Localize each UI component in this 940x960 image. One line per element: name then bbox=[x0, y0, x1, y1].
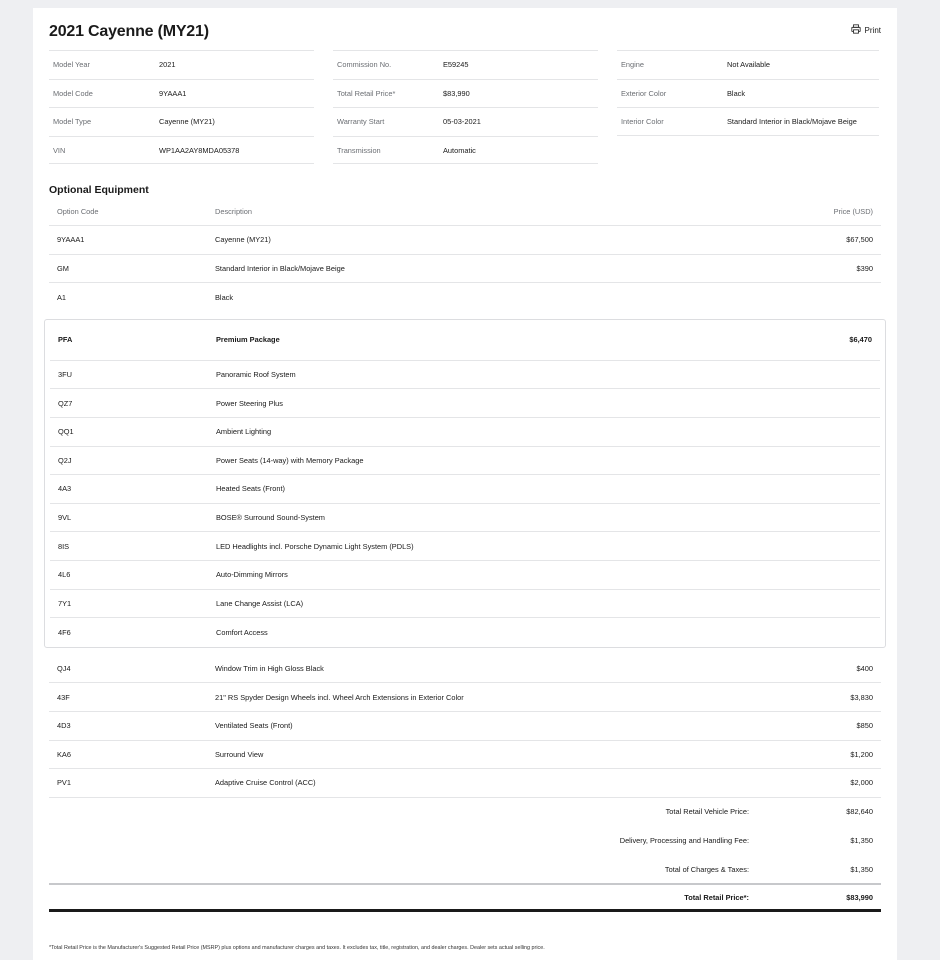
specs-column-1 bbox=[49, 50, 314, 164]
header-description: Description bbox=[215, 207, 252, 216]
option-price: $850 bbox=[856, 721, 873, 731]
spec-value: E59245 bbox=[443, 60, 469, 70]
option-description: Window Trim in High Gloss Black bbox=[215, 664, 324, 674]
specs-column-3 bbox=[617, 50, 879, 164]
spec-row bbox=[617, 50, 879, 79]
spec-label: Engine bbox=[621, 60, 645, 70]
total-label: Total of Charges & Taxes: bbox=[664, 864, 749, 874]
spec-value: 2021 bbox=[159, 60, 176, 70]
spec-label: Model Code bbox=[53, 88, 93, 98]
option-price: $2,000 bbox=[850, 778, 873, 788]
option-code: 7Y1 bbox=[58, 598, 72, 608]
spec-row bbox=[49, 50, 314, 79]
window-sticker-card bbox=[33, 8, 897, 960]
spec-label: Transmission bbox=[337, 145, 381, 155]
table-row bbox=[49, 712, 881, 741]
table-row bbox=[49, 226, 881, 255]
package-item-row bbox=[50, 361, 880, 390]
spec-value: 05-03-2021 bbox=[443, 117, 481, 127]
option-code: 8IS bbox=[58, 541, 70, 551]
option-code: 4D3 bbox=[57, 721, 71, 731]
spec-row bbox=[333, 79, 598, 108]
header-option-code: Option Code bbox=[57, 207, 99, 216]
package-code: PFA bbox=[58, 335, 73, 345]
package-item-row bbox=[50, 590, 880, 619]
option-description: Adaptive Cruise Control (ACC) bbox=[215, 778, 316, 788]
option-code: QJ4 bbox=[57, 664, 71, 674]
package-header-row bbox=[50, 320, 880, 361]
total-row bbox=[49, 855, 881, 884]
spec-value: Standard Interior in Black/Mojave Beige bbox=[727, 116, 857, 126]
option-description: Standard Interior in Black/Mojave Beige bbox=[215, 263, 345, 273]
option-description: 21" RS Spyder Design Wheels incl. Wheel Arch Extensions in Exterior Color bbox=[215, 692, 464, 702]
package-item-row bbox=[50, 475, 880, 504]
table-row bbox=[49, 655, 881, 684]
option-description: Panoramic Roof System bbox=[216, 370, 296, 380]
package-item-row bbox=[50, 389, 880, 418]
total-label: Delivery, Processing and Handling Fee: bbox=[619, 836, 749, 846]
vehicle-specs bbox=[49, 50, 879, 164]
option-description: Power Seats (14-way) with Memory Package bbox=[216, 455, 364, 465]
option-code: 9VL bbox=[58, 513, 72, 523]
option-description: Cayenne (MY21) bbox=[215, 235, 271, 245]
specs-column-2 bbox=[333, 50, 598, 164]
total-row bbox=[49, 798, 881, 827]
spec-row bbox=[333, 107, 598, 136]
package-description: Premium Package bbox=[216, 335, 280, 345]
grand-total-value: $83,990 bbox=[846, 892, 873, 902]
spec-label: Model Type bbox=[53, 117, 92, 127]
total-value: $82,640 bbox=[846, 807, 873, 817]
option-code: GM bbox=[57, 263, 69, 273]
total-value: $1,350 bbox=[850, 864, 873, 874]
grand-total-row bbox=[49, 883, 881, 912]
option-price: $1,200 bbox=[850, 749, 873, 759]
option-code: PV1 bbox=[57, 778, 71, 788]
optional-equipment-table bbox=[49, 198, 881, 912]
header-price: Price (USD) bbox=[833, 207, 873, 216]
option-description: LED Headlights incl. Porsche Dynamic Light System (PDLS) bbox=[216, 541, 414, 551]
option-description: Power Steering Plus bbox=[216, 398, 283, 408]
option-code: A1 bbox=[57, 292, 67, 302]
spec-value: Cayenne (MY21) bbox=[159, 117, 215, 127]
option-code: KA6 bbox=[57, 749, 71, 759]
spec-label: Interior Color bbox=[621, 116, 664, 126]
printer-icon bbox=[851, 24, 861, 36]
option-description: Heated Seats (Front) bbox=[216, 484, 286, 494]
option-code: QZ7 bbox=[58, 398, 73, 408]
option-code: 3FU bbox=[58, 370, 72, 380]
option-code: 4L6 bbox=[58, 570, 71, 580]
option-description: Lane Change Assist (LCA) bbox=[216, 598, 304, 608]
option-description: Comfort Access bbox=[216, 627, 268, 637]
spec-value: WP1AA2AY8MDA05378 bbox=[159, 145, 240, 155]
spec-value: Not Available bbox=[727, 60, 771, 70]
print-label: Print bbox=[864, 25, 881, 35]
table-row bbox=[49, 283, 881, 312]
package-item-row bbox=[50, 418, 880, 447]
spec-label: Exterior Color bbox=[621, 88, 667, 98]
package-price: $6,470 bbox=[849, 335, 872, 345]
spec-label: Warranty Start bbox=[337, 117, 385, 127]
option-description: Ventilated Seats (Front) bbox=[215, 721, 293, 731]
option-code: Q2J bbox=[58, 455, 72, 465]
spec-value: $83,990 bbox=[443, 88, 470, 98]
option-description: Ambient Lighting bbox=[216, 427, 272, 437]
spec-row bbox=[617, 79, 879, 108]
premium-package-group bbox=[44, 319, 886, 648]
spec-row bbox=[49, 136, 314, 165]
option-code: QQ1 bbox=[58, 427, 74, 437]
total-label: Total Retail Vehicle Price: bbox=[665, 807, 749, 817]
table-row bbox=[49, 769, 881, 798]
option-code: 9YAAA1 bbox=[57, 235, 85, 245]
spec-value: Black bbox=[727, 88, 746, 98]
spec-label: Commission No. bbox=[337, 60, 392, 70]
msrp-footnote: *Total Retail Price is the Manufacturer's Suggested Retail Price (MSRP) plus options and manufacturer charges and taxes. It excludes tax, title, registration, and dealer charges. Dealer sets actual selling price. bbox=[49, 945, 545, 951]
package-item-row bbox=[50, 618, 880, 647]
totals-section bbox=[49, 798, 881, 912]
total-value: $1,350 bbox=[850, 836, 873, 846]
table-row bbox=[49, 741, 881, 770]
spec-label: Model Year bbox=[53, 60, 90, 70]
option-price: $3,830 bbox=[850, 692, 873, 702]
package-item-row bbox=[50, 561, 880, 590]
spec-value: 9YAAA1 bbox=[159, 88, 187, 98]
page-title: 2021 Cayenne (MY21) bbox=[49, 23, 209, 40]
spec-row bbox=[617, 107, 879, 136]
option-description: Surround View bbox=[215, 749, 264, 759]
grand-total-label: Total Retail Price*: bbox=[684, 892, 749, 902]
option-description: BOSE® Surround Sound-System bbox=[216, 513, 325, 523]
table-row bbox=[49, 255, 881, 284]
print-button[interactable] bbox=[851, 24, 881, 36]
spec-row bbox=[49, 79, 314, 108]
spec-row bbox=[333, 136, 598, 165]
spec-label: VIN bbox=[53, 145, 66, 155]
option-code: 4F6 bbox=[58, 627, 71, 637]
option-price: $400 bbox=[856, 664, 873, 674]
option-code: 43F bbox=[57, 692, 70, 702]
total-row bbox=[49, 826, 881, 855]
table-row bbox=[49, 683, 881, 712]
spec-row bbox=[333, 50, 598, 79]
spec-value: Automatic bbox=[443, 145, 476, 155]
option-price: $67,500 bbox=[846, 235, 873, 245]
option-code: 4A3 bbox=[58, 484, 72, 494]
option-description: Auto-Dimming Mirrors bbox=[216, 570, 288, 580]
option-price: $390 bbox=[856, 263, 873, 273]
package-item-row bbox=[50, 532, 880, 561]
package-item-row bbox=[50, 447, 880, 476]
table-header bbox=[49, 198, 881, 226]
spec-label: Total Retail Price* bbox=[337, 88, 396, 98]
spec-row bbox=[49, 107, 314, 136]
option-description: Black bbox=[215, 292, 234, 302]
optional-equipment-title: Optional Equipment bbox=[49, 184, 149, 196]
package-item-row bbox=[50, 504, 880, 533]
